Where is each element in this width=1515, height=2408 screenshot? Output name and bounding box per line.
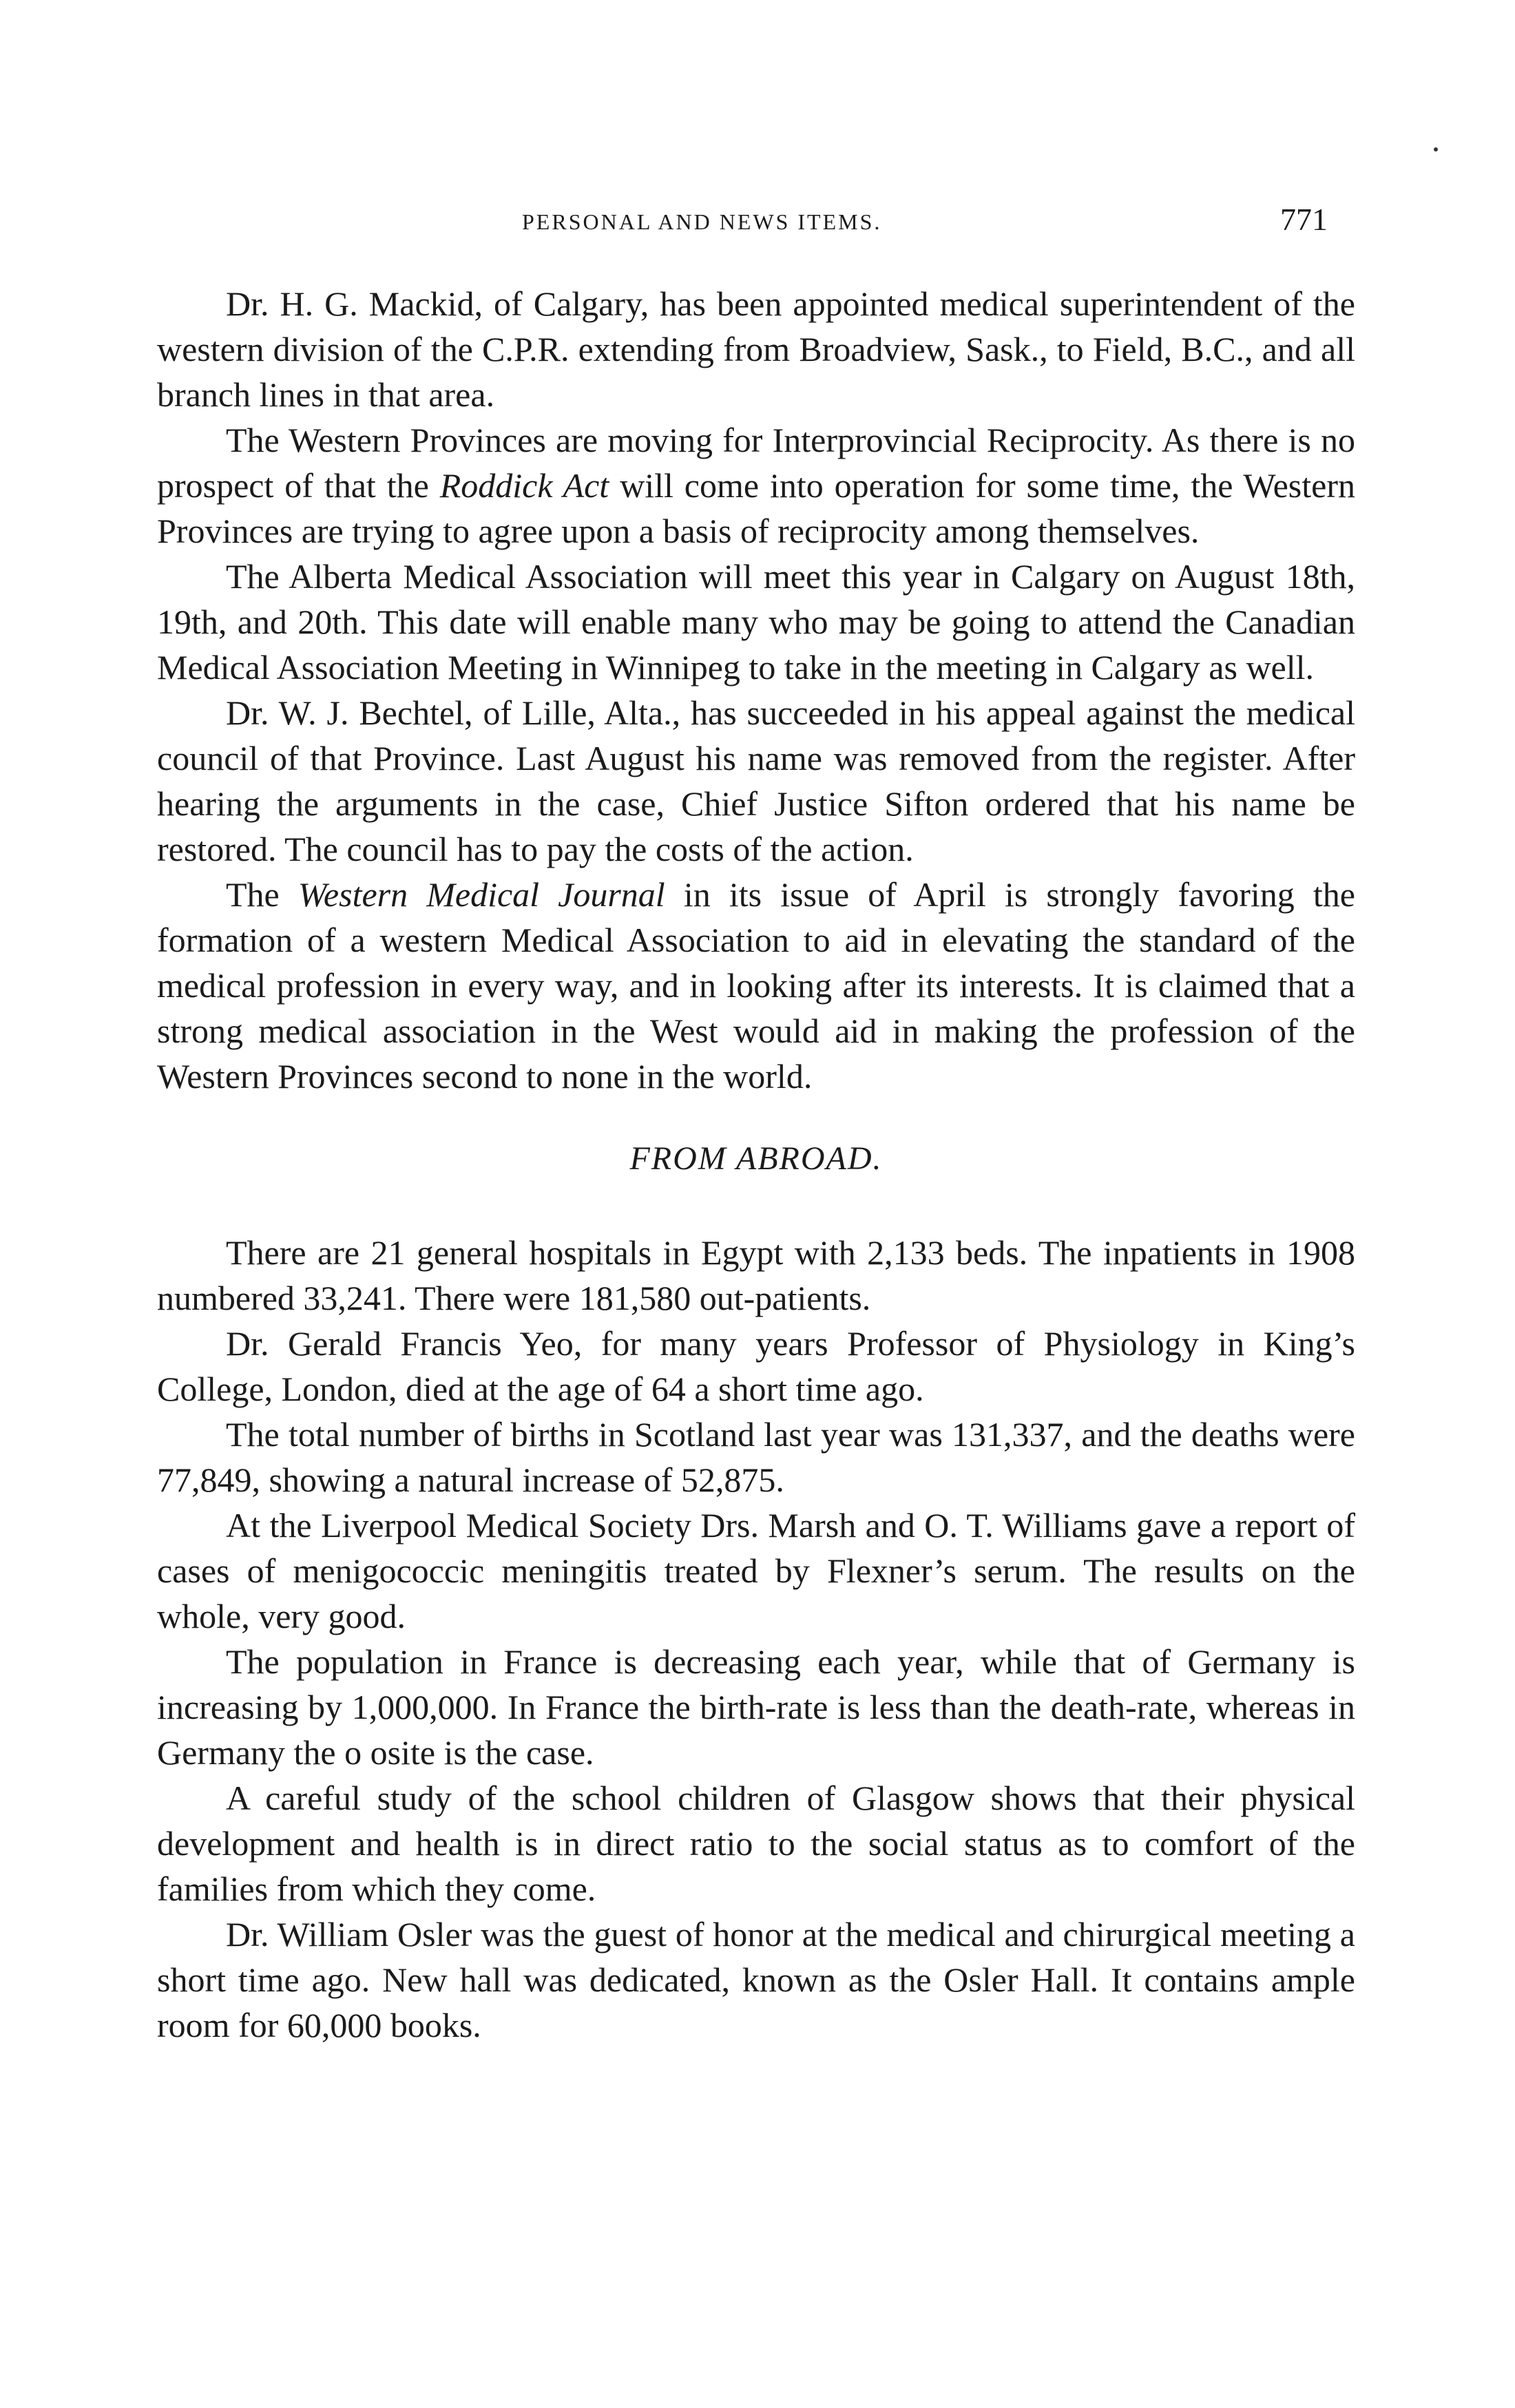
- italic-title: Roddick Act: [439, 466, 609, 505]
- page-number: 771: [1280, 202, 1328, 237]
- paragraph-alberta-association: The Alberta Medical Association will meet this year in Calgary on August 18th, 19th, and 20th. This date will enable many who may be going to attend the Canadian Medical Association Meeting in Winnipeg to take in the meeting in Calgary as well.: [157, 557, 1355, 687]
- paragraph-osler: Dr. William Osler was the guest of honor at the medical and chirurgical meeting a short time ago. New hall was dedicated, known as the Osler Hall. It contains ample room for 60,000 books.: [157, 1915, 1355, 2044]
- paragraph-liverpool: At the Liverpool Medical Society Drs. Marsh and O. T. Williams gave a report of cases of menigococcic meningitis treated by Flexner’s serum. The results on the whole, very good.: [157, 1506, 1355, 1635]
- paragraph-scotland-births: The total number of births in Scotland last year was 131,337, and the deaths were 77,849, showing a natural increase of 52,875.: [157, 1415, 1355, 1499]
- section-heading: FROM ABROAD.: [629, 1140, 883, 1177]
- paragraph-text: The: [226, 875, 298, 914]
- paragraph-text: The Western Provinces are moving for Interprovincial Reciprocity. As there is no prospect of that the: [157, 421, 1355, 505]
- running-title: PERSONAL AND NEWS ITEMS.: [522, 209, 882, 234]
- paragraph-yeo: Dr. Gerald Francis Yeo, for many years Professor of Physiology in King’s College, London, died at the age of 64 a short time ago.: [157, 1324, 1355, 1408]
- article-body: [157, 281, 1355, 2048]
- paragraph-text: will come into operation for some time, the Western Provinces are trying to agree upon a basis of reciprocity among themselves.: [157, 466, 1355, 550]
- paragraph-mackid: Dr. H. G. Mackid, of Calgary, has been appointed medical superintendent of the western division of the C.P.R. extending from Broadview, Sask., to Field, B.C., and all branch lines in that area.: [157, 284, 1355, 414]
- paragraph-text: in its issue of April is strongly favoring the formation of a western Medical Association to aid in elevating the standard of the medical profession in every way, and in looking after its interests. It is claimed that a strong medical association in the West would aid in making the profession of the Western Provinces second to none in the world.: [157, 875, 1355, 1096]
- paragraph-france-population: The population in France is decreasing each year, while that of Germany is increasing by 1,000,000. In France the birth-rate is less than the death-rate, whereas in Germany the o osite is the case.: [157, 1642, 1355, 1772]
- stray-ink-mark: [1434, 147, 1438, 151]
- paragraph-egypt-hospitals: There are 21 general hospitals in Egypt with 2,133 beds. The inpatients in 1908 numbered 33,241. There were 181,580 out-patients.: [157, 1233, 1355, 1317]
- paragraph-reciprocity: [157, 417, 1355, 554]
- paragraph-bechtel: Dr. W. J. Bechtel, of Lille, Alta., has succeeded in his appeal against the medical council of that Province. Last August his name was removed from the register. After hearing the arguments in the case, Chief Justice Sifton ordered that his name be restored. The council has to pay the costs of the action.: [157, 693, 1355, 868]
- paragraph-western-journal: [157, 872, 1355, 1099]
- paragraph-glasgow: A careful study of the school children of Glasgow shows that their physical development and health is in direct ratio to the social status as to comfort of the families from which they come.: [157, 1779, 1355, 1908]
- italic-title: Western Medical Journal: [297, 875, 665, 914]
- running-header: [157, 201, 1328, 242]
